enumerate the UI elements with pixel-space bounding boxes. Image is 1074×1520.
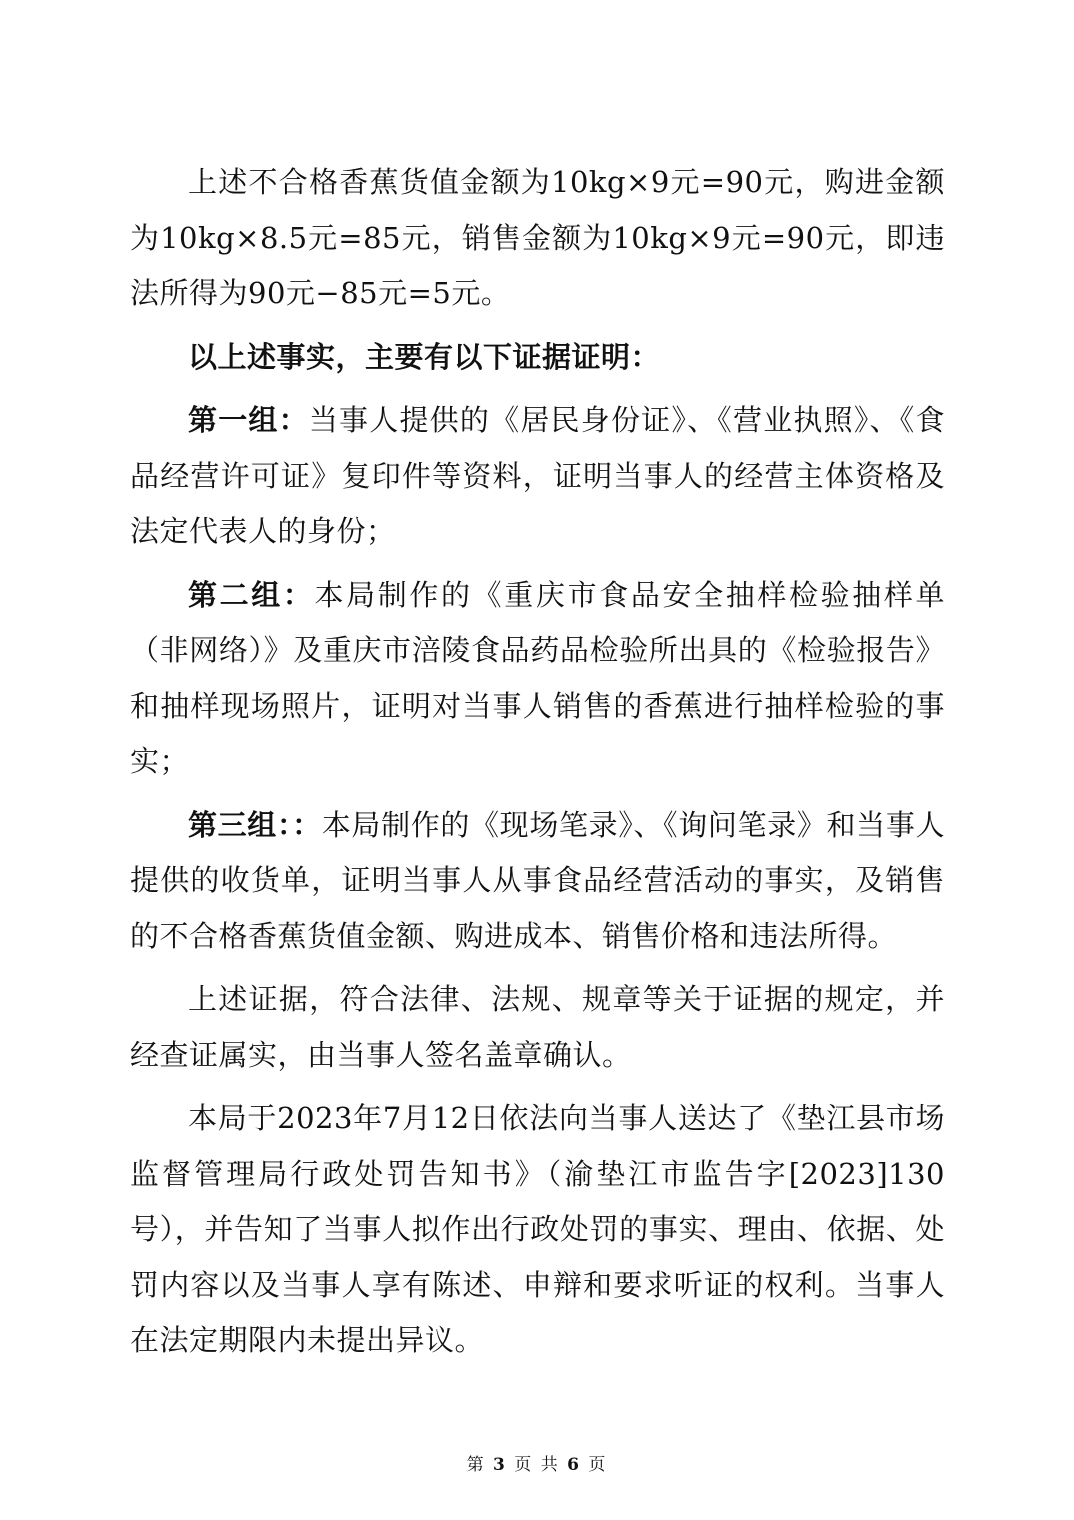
group-label: 第一组： — [188, 403, 309, 437]
footer-suffix: 页 — [588, 1455, 608, 1475]
group-label: 第三组：： — [188, 807, 322, 842]
group-label: 第二组： — [188, 577, 315, 612]
paragraph-notice-served — [130, 1091, 945, 1369]
document-body — [130, 155, 945, 1377]
paragraph-amounts — [130, 155, 945, 322]
paragraph-text: 上述证据，符合法律、法规、规章等关于证据的规定，并经查证属实，由当事人签名盖章确认。 — [130, 982, 945, 1072]
paragraph-text: 上述不合格香蕉货值金额为10kg×9元=90元，购进金额为10kg×8.5元=85元，销售金额为10kg×9元=90元，即违法所得为90元−85元=5元。 — [130, 165, 945, 310]
paragraph-text: 当事人提供的《居民身份证》、《营业执照》、《食品经营许可证》复印件等资料，证明当事人的经营主体资格及法定代表人的身份； — [130, 403, 945, 548]
paragraph-evidence-group-2 — [130, 568, 945, 790]
current-page-number: 3 — [493, 1455, 507, 1475]
paragraph-text: 本局制作的《现场笔录》、《询问笔录》和当事人提供的收货单，证明当事人从事食品经营活动的事实，及销售的不合格香蕉货值金额、购进成本、销售价格和违法所得。 — [130, 807, 945, 953]
paragraph-text: 以上述事实，主要有以下证据证明： — [188, 339, 661, 374]
page-number-footer — [0, 1450, 1074, 1475]
total-page-number: 6 — [567, 1455, 581, 1475]
paragraph-evidence-group-1 — [130, 393, 945, 560]
paragraph-evidence-group-3 — [130, 798, 945, 965]
paragraph-text: 本局于2023年7月12日依法向当事人送达了《垫江县市场监督管理局行政处罚告知书》（渝垫江市监告字[2023]130号），并告知了当事人拟作出行政处罚的事实、理由、依据、处罚内容以及当事人享有陈述、申辩和要求听证的权利。当事人在法定期限内未提出异议。 — [130, 1101, 945, 1357]
paragraph-text: 本局制作的《重庆市食品安全抽样检验抽样单（非网络）》及重庆市涪陵食品药品检验所出具的《检验报告》和抽样现场照片，证明对当事人销售的香蕉进行抽样检验的事实； — [130, 577, 945, 778]
paragraph-evidence-heading — [130, 330, 945, 386]
footer-middle: 页 共 — [514, 1455, 560, 1475]
paragraph-evidence-confirmation — [130, 972, 945, 1083]
footer-prefix: 第 — [466, 1455, 486, 1475]
